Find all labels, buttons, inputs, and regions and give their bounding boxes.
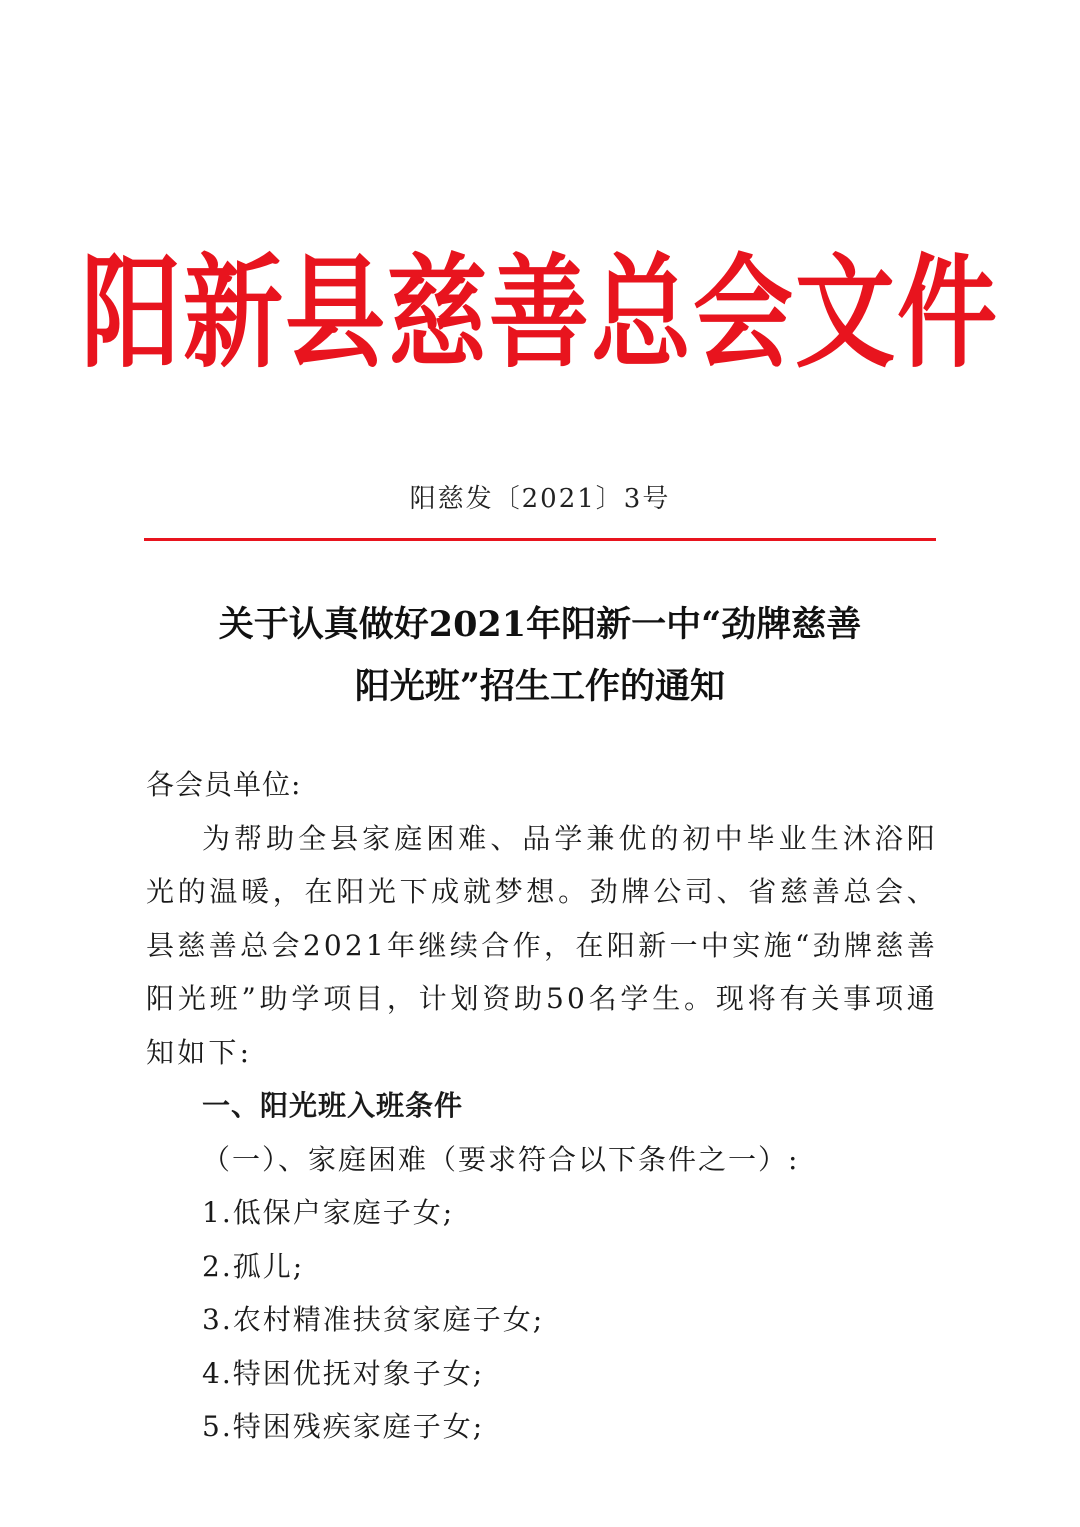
notice-title-line-2: 阳光班”招生工作的通知 xyxy=(354,666,726,707)
subsection-heading: （一）、家庭困难（要求符合以下条件之一）: xyxy=(202,1142,800,1176)
list-item: 3.农村精准扶贫家庭子女; xyxy=(202,1303,545,1336)
red-divider-line xyxy=(144,538,936,541)
salutation: 各会员单位: xyxy=(146,768,302,801)
masthead xyxy=(81,238,999,388)
notice-title-line-1: 关于认真做好2021年阳新一中“劲牌慈善 xyxy=(218,604,862,645)
document-number: 阳慈发〔2021〕3号 xyxy=(409,484,671,514)
masthead-title: 阳新县慈善总会文件 xyxy=(81,241,999,385)
list-item: 5.特困残疾家庭子女; xyxy=(202,1410,485,1443)
list-item: 2.孤儿; xyxy=(202,1249,305,1283)
list-item: 1.低保户家庭子女; xyxy=(202,1196,455,1229)
notice-title xyxy=(120,594,960,718)
section-heading: 一、阳光班入班条件 xyxy=(202,1089,464,1122)
notice-body xyxy=(146,758,938,1454)
list-item: 4.特困优抚对象子女; xyxy=(202,1356,485,1390)
intro-paragraph: 为帮助全县家庭困难、品学兼优的初中毕业生沐浴阳光的温暖，在阳光下成就梦想。劲牌公司、省慈善总会、县慈善总会2021年继续合作，在阳新一中实施“劲牌慈善阳光班”助学项目，计划资助50名学生。现将有关事项通知如下: xyxy=(146,821,938,1069)
